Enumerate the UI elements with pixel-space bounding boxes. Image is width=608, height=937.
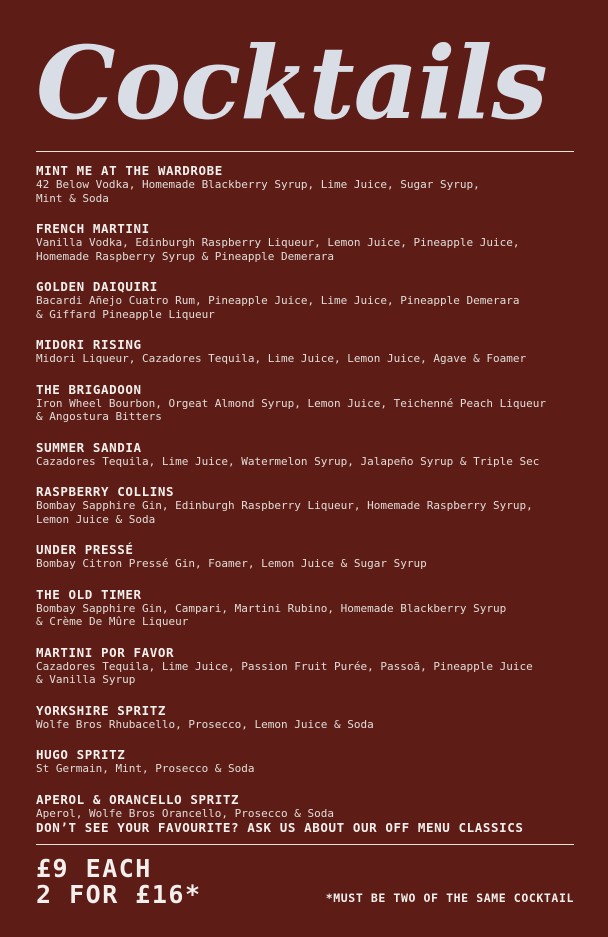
cocktail-ingredients: 42 Below Vodka, Homemade Blackberry Syrup, Lime Juice, Sugar Syrup, Mint & Soda — [36, 178, 480, 205]
cocktail-ingredients: Midori Liqueur, Cazadores Tequila, Lime Juice, Lemon Juice, Agave & Foamer — [36, 352, 527, 365]
cocktail-ingredients: Bacardi Añejo Cuatro Rum, Pineapple Juice, Lime Juice, Pineapple Demerara & Giffard Pineapple Liqueur — [36, 294, 520, 321]
price-each: £9 EACH — [36, 854, 152, 883]
cocktail-name: MIDORI RISING — [36, 337, 142, 352]
cocktail-name: THE BRIGADOON — [36, 381, 142, 397]
cocktail-ingredients: Bombay Citron Pressé Gin, Foamer, Lemon Juice & Sugar Syrup — [36, 557, 427, 570]
cocktail-ingredients: Iron Wheel Bourbon, Orgeat Almond Syrup, Lemon Juice, Teichenné Peach Liqueur & Angostura Bitters — [36, 396, 546, 423]
list-item — [36, 542, 576, 571]
cocktail-name: HUGO SPRITZ — [36, 747, 126, 762]
cocktail-name: APEROL & ORANCELLO SPRITZ — [36, 791, 240, 807]
top-divider — [36, 151, 574, 152]
cocktail-ingredients: Cazadores Tequila, Lime Juice, Watermelon Syrup, Jalapeño Syrup & Triple Sec — [36, 454, 540, 468]
bottom-divider — [36, 844, 574, 845]
cocktail-ingredients: Cazadores Tequila, Lime Juice, Passion Fruit Purée, Passoã, Pineapple Juice & Vanilla Syrup — [36, 659, 533, 686]
cocktail-ingredients: Bombay Sapphire Gin, Edinburgh Raspberry Liqueur, Homemade Raspberry Syrup, Lemon Juice & Soda — [36, 499, 533, 526]
cocktail-ingredients: Wolfe Bros Rhubacello, Prosecco, Lemon Juice & Soda — [36, 717, 374, 731]
list-item — [36, 792, 576, 821]
cocktail-name: SUMMER SANDIA — [36, 439, 142, 455]
list-item — [36, 163, 576, 205]
list-item — [36, 645, 576, 687]
cocktail-name: YORKSHIRE SPRITZ — [36, 702, 167, 718]
list-item — [36, 440, 576, 469]
list-item — [36, 703, 576, 732]
cocktail-name: FRENCH MARTINI — [36, 221, 150, 236]
list-item — [36, 382, 576, 424]
off-menu-note: DON’T SEE YOUR FAVOURITE? ASK US ABOUT OUR OFF MENU CLASSICS — [36, 820, 524, 835]
cocktail-name: MINT ME AT THE WARDROBE — [36, 163, 223, 178]
list-item — [36, 337, 576, 366]
list-item — [36, 587, 576, 629]
price-block — [36, 856, 202, 908]
cocktail-name: MARTINI POR FAVOR — [36, 644, 175, 660]
cocktail-name: RASPBERRY COLLINS — [36, 484, 175, 499]
cocktail-name: UNDER PRESSÉ — [36, 542, 134, 557]
list-item — [36, 747, 576, 776]
cocktail-name: GOLDEN DAIQUIRI — [36, 279, 158, 294]
cocktail-ingredients: St Germain, Mint, Prosecco & Soda — [36, 762, 255, 775]
cocktail-ingredients: Bombay Sapphire Gin, Campari, Martini Rubino, Homemade Blackberry Syrup & Crème De Mûre Liqueur — [36, 601, 507, 628]
offer-footnote: *MUST BE TWO OF THE SAME COCKTAIL — [325, 891, 574, 905]
list-item — [36, 279, 576, 321]
cocktail-list — [36, 163, 576, 836]
cocktail-ingredients: Aperol, Wolfe Bros Orancello, Prosecco & Soda — [36, 806, 335, 820]
list-item — [36, 484, 576, 526]
page-title: Cocktails — [36, 24, 547, 142]
cocktail-ingredients: Vanilla Vodka, Edinburgh Raspberry Liqueur, Lemon Juice, Pineapple Juice, Homemade Raspberry Syrup & Pineapple Demerara — [36, 236, 520, 263]
cocktail-name: THE OLD TIMER — [36, 586, 142, 602]
price-offer: 2 FOR £16* — [36, 880, 202, 909]
list-item — [36, 221, 576, 263]
